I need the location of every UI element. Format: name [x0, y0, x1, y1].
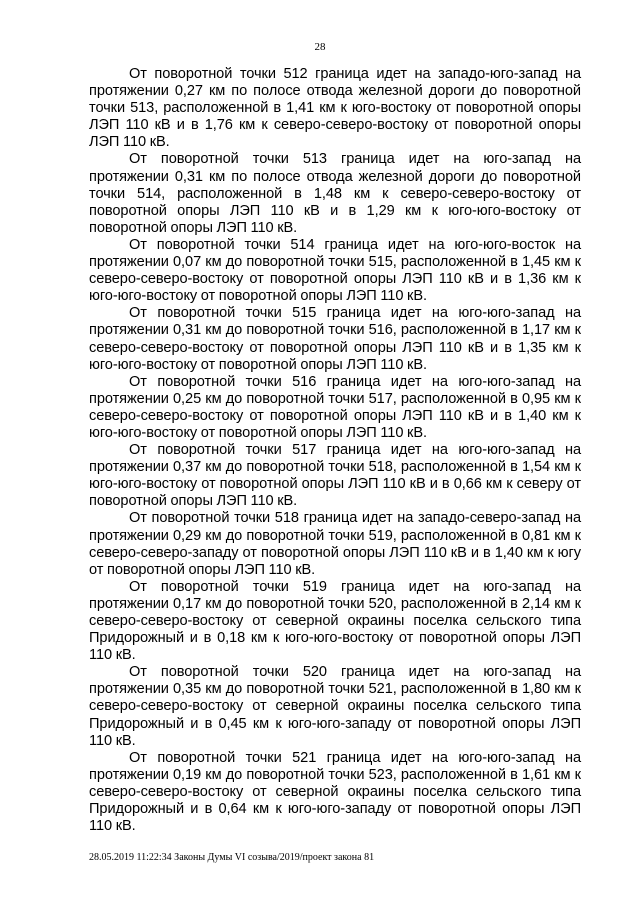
paragraph: От поворотной точки 515 граница идет на юго-юго-запад на протяжении 0,31 км до поворотной точки 516, расположенной в 1,17 км к северо-северо-востоку от поворотной опоры ЛЭП 110 кВ и в 1,35 км к юго-юго-востоку от поворотной опоры ЛЭП 110 кВ.	[89, 305, 581, 373]
document-body	[89, 66, 581, 835]
paragraph: От поворотной точки 519 граница идет на юго-запад на протяжении 0,17 км до поворотной точки 520, расположенной в 2,14 км к северо-северо-востоку от северной окраины поселка сельского типа Придорожный и в 0,18 км к юго-юго-востоку от поворотной опоры ЛЭП 110 кВ.	[89, 578, 581, 664]
page-number: 28	[314, 41, 326, 53]
paragraph: От поворотной точки 518 граница идет на западо-северо-запад на протяжении 0,29 км до поворотной точки 519, расположенной в 0,81 км к северо-северо-западу от поворотной опоры ЛЭП 110 кВ и в 1,40 км к югу от поворотной опоры ЛЭП 110 кВ.	[89, 510, 581, 578]
paragraph: От поворотной точки 521 граница идет на юго-юго-запад на протяжении 0,19 км до поворотной точки 523, расположенной в 1,61 км к северо-северо-востоку от северной окраины поселка сельского типа Придорожный и в 0,64 км к юго-юго-западу от поворотной опоры ЛЭП 110 кВ.	[89, 749, 581, 835]
paragraph: От поворотной точки 512 граница идет на западо-юго-запад на протяжении 0,27 км по полосе отвода железной дороги до поворотной точки 513, расположенной в 1,41 км к юго-востоку от поворотной опоры ЛЭП 110 кВ и в 1,76 км к северо-северо-востоку от поворотной опоры ЛЭП 110 кВ.	[89, 66, 581, 151]
paragraph: От поворотной точки 517 граница идет на юго-юго-запад на протяжении 0,37 км до поворотной точки 518, расположенной в 1,54 км к юго-юго-востоку от поворотной опоры ЛЭП 110 кВ и в 0,66 км к северу от поворотной опоры ЛЭП 110 кВ.	[89, 442, 581, 510]
paragraph: От поворотной точки 520 граница идет на юго-запад на протяжении 0,35 км до поворотной точки 521, расположенной в 1,80 км к северо-северо-востоку от северной окраины поселка сельского типа Придорожный и в 0,45 км к юго-юго-западу от поворотной опоры ЛЭП 110 кВ.	[89, 664, 581, 749]
paragraph: От поворотной точки 513 граница идет на юго-запад на протяжении 0,31 км по полосе отвода железной дороги до поворотной точки 514, расположенной в 1,48 км к северо-северо-востоку от поворотной опоры ЛЭП 110 кВ и в 1,29 км к юго-юго-востоку от поворотной опоры ЛЭП 110 кВ.	[89, 151, 581, 236]
paragraph: От поворотной точки 516 граница идет на юго-юго-запад на протяжении 0,25 км до поворотной точки 517, расположенной в 0,95 км к северо-северо-востоку от поворотной опоры ЛЭП 110 кВ и в 1,40 км к юго-юго-востоку от поворотной опоры ЛЭП 110 кВ.	[89, 373, 581, 441]
paragraph: От поворотной точки 514 граница идет на юго-юго-восток на протяжении 0,07 км до поворотной точки 515, расположенной в 1,45 км к северо-северо-востоку от поворотной опоры ЛЭП 110 кВ и в 1,36 км к юго-юго-востоку от поворотной опоры ЛЭП 110 кВ.	[89, 236, 581, 305]
footer-path: 28.05.2019 11:22:34 Законы Думы VI созыва/2019/проект закона 81	[89, 852, 375, 863]
